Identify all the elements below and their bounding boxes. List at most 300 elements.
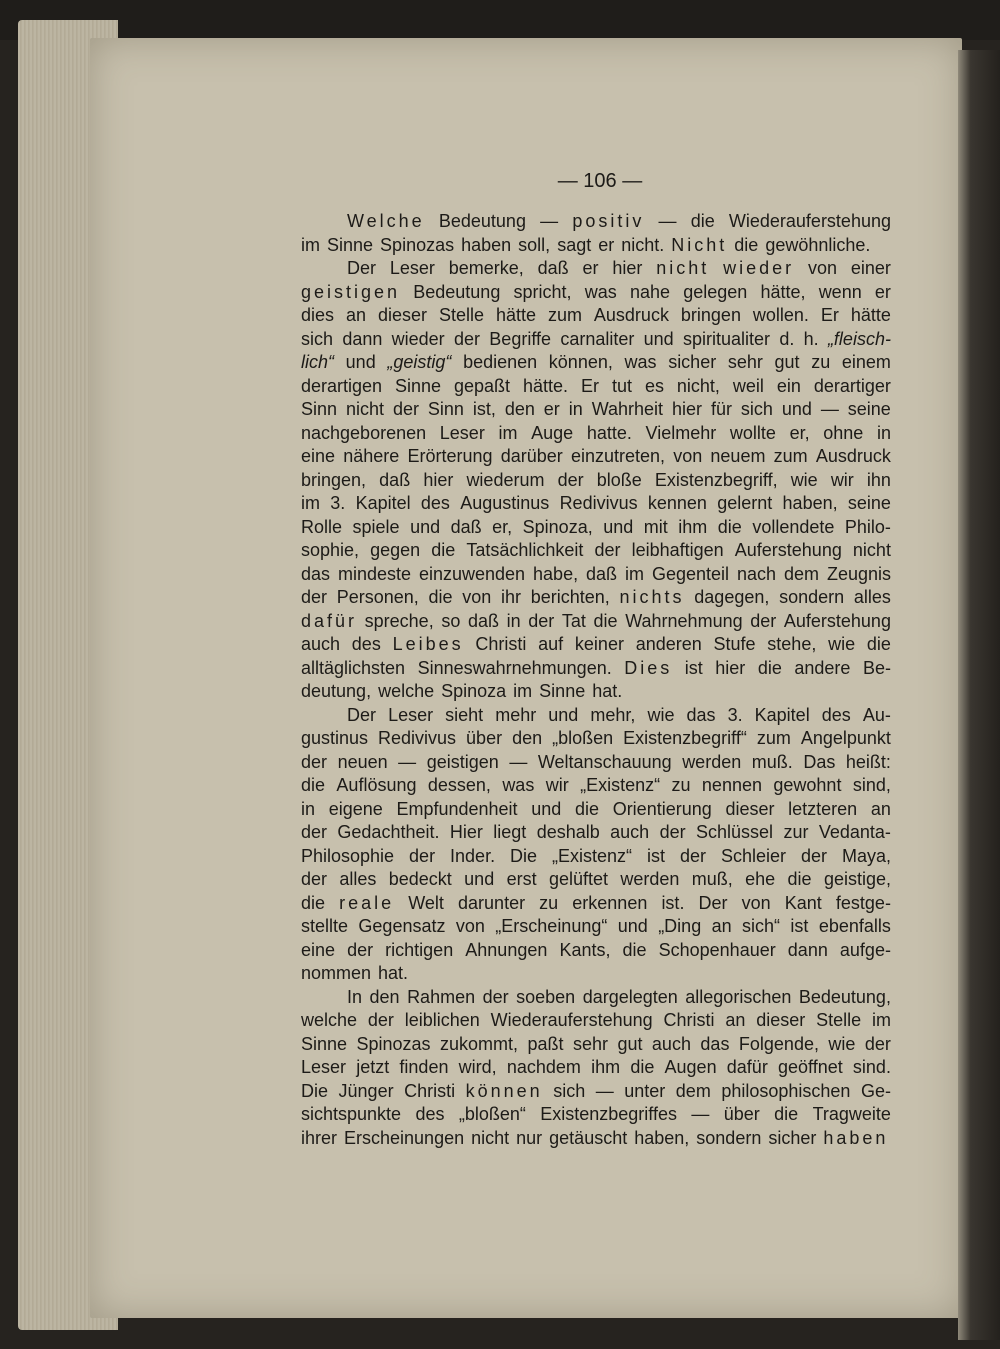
word: seine xyxy=(847,399,891,419)
word: Erscheinungen xyxy=(344,1127,465,1148)
word: wie xyxy=(828,1033,856,1054)
word: daß xyxy=(379,469,411,490)
word: Wiederauferstehung xyxy=(490,1010,653,1030)
word: was xyxy=(502,775,535,795)
word: Tatsächlichkeit xyxy=(466,540,584,560)
word: er, xyxy=(492,516,513,537)
word: wie xyxy=(828,634,856,654)
word: Existenzbegriffes xyxy=(540,1104,677,1124)
word: gustinus xyxy=(301,728,369,748)
word: des xyxy=(415,1104,445,1124)
word: keiner xyxy=(574,634,624,654)
text-line xyxy=(301,986,891,1010)
word: und xyxy=(531,798,562,819)
word: im xyxy=(513,681,533,701)
word: Schlüssel xyxy=(696,822,774,842)
word: von xyxy=(462,587,492,607)
word: Nicht xyxy=(671,234,728,255)
text-line xyxy=(301,422,891,446)
word: derartiger xyxy=(813,375,891,396)
word: auch xyxy=(610,822,650,842)
word: zu xyxy=(539,892,559,913)
word: Er xyxy=(581,375,600,396)
word: Kants, xyxy=(559,939,611,960)
word: haben, xyxy=(634,1127,690,1148)
word: haben xyxy=(461,234,512,255)
word: Au- xyxy=(862,704,891,725)
text-line xyxy=(301,257,891,281)
text-line xyxy=(301,539,891,563)
word: können xyxy=(465,1080,543,1101)
word: auch xyxy=(301,634,341,654)
word: Weltanschauung xyxy=(537,751,672,772)
word: Ahnungen xyxy=(465,939,548,960)
word: die xyxy=(431,540,456,560)
word: dafür xyxy=(301,610,358,631)
word: Bedeutung, xyxy=(798,986,891,1007)
word: positiv xyxy=(572,211,645,231)
word: philosophischen xyxy=(721,1080,851,1101)
word: — xyxy=(398,751,417,772)
word: der xyxy=(301,751,328,772)
body-text xyxy=(301,210,891,1150)
word: von xyxy=(807,258,837,278)
word: die xyxy=(301,775,326,795)
word: erkennen xyxy=(572,892,648,913)
word: bemerke, xyxy=(448,258,524,278)
word: die xyxy=(301,892,326,913)
word: unter xyxy=(624,1080,666,1101)
word: Personen, xyxy=(336,587,419,607)
text-line xyxy=(301,962,891,986)
text-line xyxy=(301,727,891,751)
word: im xyxy=(301,234,320,255)
word: der xyxy=(409,845,436,866)
word: welche xyxy=(301,1010,358,1030)
word: Maya, xyxy=(841,845,891,866)
word: Empfundenheit xyxy=(396,798,518,819)
word: nähere xyxy=(343,446,400,466)
word: Leser xyxy=(389,258,435,278)
word: mindeste xyxy=(337,563,412,584)
text-line xyxy=(301,492,891,516)
word: und xyxy=(643,328,674,349)
word: sich xyxy=(301,328,334,349)
word: nachdem xyxy=(506,1057,581,1077)
word: die xyxy=(757,657,782,678)
word: alltäglichsten xyxy=(301,657,406,678)
word: vollendete xyxy=(752,516,835,537)
word: Hier xyxy=(449,822,483,842)
text-line xyxy=(301,939,891,963)
word: spreche, xyxy=(364,610,434,631)
word: Gegensatz xyxy=(358,916,446,936)
word: zum xyxy=(773,446,808,466)
word: zu xyxy=(811,352,831,372)
word: Philo- xyxy=(844,516,891,537)
word: stellte xyxy=(301,916,349,936)
word: deshalb xyxy=(536,822,600,842)
word: Zeugnis xyxy=(826,563,891,584)
word: nicht xyxy=(656,258,710,278)
word: Be- xyxy=(862,657,891,678)
word: auch xyxy=(651,1033,691,1054)
word: sich“ xyxy=(742,916,781,936)
word: sicher xyxy=(768,1127,817,1148)
text-line xyxy=(301,1056,891,1080)
word: eigene xyxy=(328,798,383,819)
word: Tat xyxy=(561,610,586,631)
word: hier xyxy=(612,258,643,278)
word: wollen. xyxy=(752,305,809,325)
word: geistigen xyxy=(301,281,401,302)
word: den xyxy=(512,728,543,748)
word: Sinne xyxy=(395,375,442,396)
word: das xyxy=(686,704,716,725)
word: und xyxy=(410,516,441,537)
word: Welche xyxy=(347,211,425,231)
word: der xyxy=(347,939,374,960)
word: wieder xyxy=(723,258,795,278)
word: sind, xyxy=(852,775,891,795)
text-line xyxy=(301,1080,891,1104)
word: dem xyxy=(783,563,819,584)
word: anderen xyxy=(635,634,702,654)
word: ihrer xyxy=(301,1127,338,1148)
word: 3. xyxy=(727,704,743,725)
word: in xyxy=(506,610,521,631)
word: und xyxy=(548,704,579,725)
word: daß xyxy=(586,563,618,584)
word: darunter xyxy=(458,892,526,913)
word: carnaliter xyxy=(560,328,635,349)
word: bloße xyxy=(596,469,642,490)
word: wir xyxy=(545,775,569,795)
word: der xyxy=(557,469,584,490)
word: hier xyxy=(715,657,746,678)
word: Ge- xyxy=(860,1080,891,1101)
word: paßt xyxy=(527,1033,564,1054)
word: Leser xyxy=(388,704,434,725)
word: Angelpunkt xyxy=(800,728,891,748)
word: die xyxy=(690,211,715,231)
word: dieser xyxy=(756,1010,806,1030)
word: von xyxy=(673,446,703,466)
word: neuen xyxy=(337,751,388,772)
word: der xyxy=(528,610,555,631)
word: sehr xyxy=(727,352,763,372)
word: gewöhnliche. xyxy=(765,234,871,255)
word: soeben xyxy=(516,986,576,1007)
word: „geistig“ xyxy=(387,352,452,372)
word: und xyxy=(617,916,648,936)
word: wie xyxy=(647,704,675,725)
word: einer xyxy=(850,258,891,278)
word: Auferstehung xyxy=(734,540,842,560)
word: hat. xyxy=(378,963,409,983)
word: Existenzbegriff“ xyxy=(623,728,747,748)
word: Stelle xyxy=(816,1010,862,1030)
word: Er xyxy=(820,305,839,325)
word: mehr xyxy=(495,704,537,725)
word: Schopenhauer xyxy=(658,939,776,960)
word: zum xyxy=(547,305,582,325)
word: und xyxy=(345,352,376,372)
word: Jünger xyxy=(338,1080,394,1101)
word: Schleier xyxy=(720,845,786,866)
word: sondern xyxy=(696,1127,762,1148)
word: auf xyxy=(538,634,564,654)
word: habe, xyxy=(533,563,579,584)
word: nichts xyxy=(619,587,685,607)
text-line xyxy=(301,892,891,916)
word: über xyxy=(723,1104,760,1124)
word: heißt: xyxy=(845,751,891,772)
word: die xyxy=(574,798,599,819)
word: Wiederauferstehung xyxy=(728,211,891,231)
word: hätte. xyxy=(523,375,569,396)
word: dagegen, xyxy=(694,587,770,607)
word: Kant xyxy=(784,892,822,913)
word: der xyxy=(301,822,328,842)
word: allegorischen xyxy=(685,986,792,1007)
word: sagt xyxy=(557,234,592,255)
text-line xyxy=(301,868,891,892)
word: die xyxy=(734,234,759,255)
word: Inder. xyxy=(450,845,496,866)
word: eine xyxy=(301,446,336,466)
word: sichtspunkte xyxy=(301,1104,402,1124)
word: richtigen xyxy=(385,939,454,960)
word: Vedanta- xyxy=(818,822,891,842)
word: nicht xyxy=(852,540,891,560)
word: — xyxy=(595,1080,614,1101)
word: eine xyxy=(301,939,336,960)
word: Kapitel xyxy=(754,704,810,725)
word: Auferstehung xyxy=(783,610,891,631)
word: Folgende, xyxy=(738,1033,819,1054)
word: nicht, xyxy=(676,375,720,396)
word: hier xyxy=(672,399,703,419)
word: bringen, xyxy=(301,469,367,490)
word: wollte xyxy=(729,422,776,443)
word: Sinn xyxy=(301,399,338,419)
text-line xyxy=(301,774,891,798)
word: nommen xyxy=(301,963,372,983)
word: Ausdruck xyxy=(593,305,669,325)
word: hätte xyxy=(495,305,536,325)
word: dargelegten xyxy=(582,986,678,1007)
word: berichten, xyxy=(530,587,610,607)
word: sieht xyxy=(445,704,484,725)
word: lich“ xyxy=(301,352,335,372)
word: Augen xyxy=(664,1057,717,1077)
word: Spinozas xyxy=(356,1033,431,1054)
word: an xyxy=(345,305,367,325)
text-line xyxy=(301,798,891,822)
page-number: — 106 — xyxy=(557,170,643,192)
word: Gegenteil xyxy=(651,563,730,584)
word: können, xyxy=(548,352,613,372)
word: der xyxy=(482,986,509,1007)
word: gut xyxy=(617,1033,643,1054)
word: so xyxy=(441,610,461,631)
word: liegt xyxy=(493,822,527,842)
word: das xyxy=(700,1033,730,1054)
word: deutung, xyxy=(301,681,372,701)
text-line xyxy=(301,469,891,493)
word: spiritualiter xyxy=(682,328,771,349)
word: daß xyxy=(537,258,569,278)
word: gegen xyxy=(370,540,421,560)
word: welche xyxy=(378,681,435,701)
word: nachgeborenen xyxy=(301,422,427,443)
word: der xyxy=(594,540,621,560)
word: alles xyxy=(339,869,377,889)
word: Gedachtheit. xyxy=(337,822,440,842)
word: gelegen xyxy=(683,281,748,302)
word: die xyxy=(630,1057,655,1077)
word: derartigen xyxy=(301,375,383,396)
word: dafür xyxy=(726,1057,768,1077)
word: Redivivus xyxy=(559,493,638,513)
word: Augustinus xyxy=(460,493,550,513)
word: er xyxy=(582,258,599,278)
word: „fleisch- xyxy=(827,328,891,349)
word: wiederum xyxy=(466,469,545,490)
word: daß xyxy=(450,516,482,537)
word: Leibes xyxy=(392,634,464,654)
word: an xyxy=(870,798,891,819)
word: wenn xyxy=(818,281,862,302)
word: geistige, xyxy=(823,869,891,889)
word: ebenfalls xyxy=(818,916,891,936)
word: Begriffe xyxy=(489,328,552,349)
word: Die xyxy=(510,845,538,866)
word: zum xyxy=(756,728,791,748)
word: Leser xyxy=(301,1057,347,1077)
word: hier xyxy=(423,469,454,490)
word: Spinoza xyxy=(441,681,507,701)
word: Sinn xyxy=(427,399,464,419)
word: „Existenz“ xyxy=(552,845,633,866)
word: Spinozas xyxy=(380,234,455,255)
word: Christi xyxy=(663,1010,715,1030)
word: von xyxy=(741,892,771,913)
word: der xyxy=(301,587,328,607)
word: dessen, xyxy=(427,775,491,795)
word: Welt xyxy=(408,892,444,913)
text-line xyxy=(301,210,891,234)
word: getäuscht xyxy=(549,1127,628,1148)
text-line xyxy=(301,563,891,587)
word: ihm xyxy=(591,1057,621,1077)
text-line xyxy=(301,680,891,704)
word: dann xyxy=(342,328,383,349)
word: der xyxy=(750,610,777,631)
text-line xyxy=(301,1127,891,1151)
word: an xyxy=(711,916,732,936)
word: Leser xyxy=(439,422,485,443)
word: stehe, xyxy=(767,634,817,654)
word: der xyxy=(864,1033,891,1054)
word: nach xyxy=(736,563,777,584)
word: spricht, xyxy=(513,281,572,302)
word: er xyxy=(598,234,615,255)
word: neuem xyxy=(710,446,766,466)
word: — xyxy=(509,751,528,772)
text-line xyxy=(301,845,891,869)
word: hätte xyxy=(850,305,891,325)
word: er xyxy=(874,281,891,302)
word: und xyxy=(464,869,495,889)
word: im xyxy=(871,1010,891,1030)
word: kennen xyxy=(647,493,707,513)
word: reale xyxy=(339,892,395,913)
word: Auge xyxy=(531,422,574,443)
word: Wahrheit xyxy=(591,399,664,419)
word: gelüftet xyxy=(548,869,608,889)
word: die xyxy=(774,1104,799,1124)
word: aufge- xyxy=(839,939,891,960)
word: Wahrnehmung xyxy=(625,610,743,631)
word: bringen xyxy=(680,305,741,325)
word: daß xyxy=(467,610,499,631)
word: h. xyxy=(803,328,819,349)
text-line xyxy=(301,445,891,469)
word: einzuwenden xyxy=(418,563,526,584)
word: für xyxy=(710,399,732,419)
word: Tragweite xyxy=(812,1104,891,1124)
word: In xyxy=(347,986,363,1007)
word: einzutreten, xyxy=(570,446,665,466)
text-line xyxy=(301,1103,891,1127)
word: muß. xyxy=(751,751,793,772)
word: „Existenz“ xyxy=(580,775,661,795)
word: die xyxy=(787,869,812,889)
text-line xyxy=(301,375,891,399)
word: die xyxy=(717,516,742,537)
word: zur xyxy=(783,822,809,842)
word: dann xyxy=(787,939,828,960)
word: mit xyxy=(643,516,668,537)
word: ist xyxy=(684,657,703,678)
word: der xyxy=(301,869,328,889)
word: wird, xyxy=(458,1057,497,1077)
word: den xyxy=(369,986,400,1007)
word: mehr, xyxy=(590,704,636,725)
word: Sinne xyxy=(301,1033,348,1054)
word: Spinoza, xyxy=(522,516,593,537)
background-top xyxy=(0,0,1000,40)
word: ihm xyxy=(678,516,708,537)
word: jetzt xyxy=(356,1057,390,1077)
word: soll, xyxy=(518,234,551,255)
word: im xyxy=(301,493,320,513)
word: — xyxy=(820,399,839,419)
word: Erörterung xyxy=(407,446,493,466)
word: von xyxy=(455,916,485,936)
word: Orientierung xyxy=(612,798,712,819)
word: der xyxy=(392,399,419,419)
word: Christi xyxy=(404,1080,456,1101)
word: haben, xyxy=(782,493,838,513)
word: Sinne xyxy=(327,234,374,255)
word: ihn xyxy=(866,469,891,490)
text-line xyxy=(301,328,891,352)
word: haben xyxy=(823,1127,889,1148)
text-line xyxy=(301,586,891,610)
